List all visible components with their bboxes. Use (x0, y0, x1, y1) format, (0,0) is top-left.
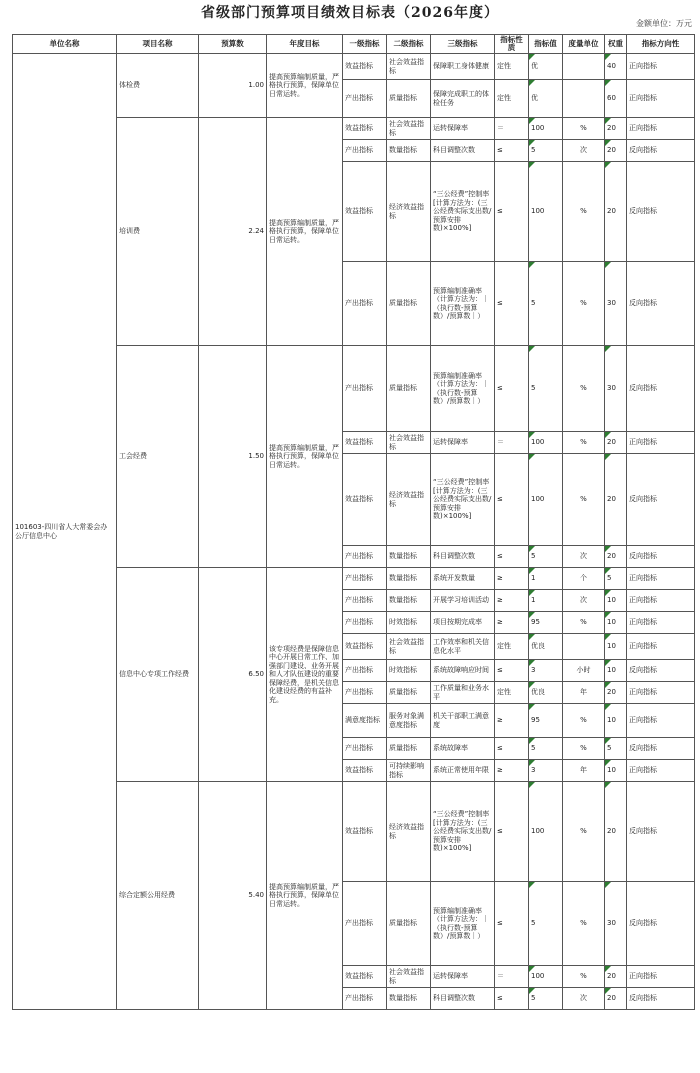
weight-cell: 20 (605, 432, 627, 454)
indicator-nature-cell: ≤ (495, 660, 529, 682)
indicator-direction-cell: 正向指标 (627, 432, 695, 454)
weight-cell: 20 (605, 454, 627, 546)
level2-indicator-cell: 质量指标 (387, 882, 431, 966)
weight-cell: 10 (605, 590, 627, 612)
measure-unit-cell: 次 (563, 546, 605, 568)
level2-indicator-cell: 数量指标 (387, 140, 431, 162)
indicator-nature-cell: ≤ (495, 738, 529, 760)
indicator-direction-cell: 正向指标 (627, 590, 695, 612)
indicator-nature-cell: ≥ (495, 704, 529, 738)
level3-indicator-cell: 系统故障响应时间 (431, 660, 495, 682)
indicator-nature-cell: 定性 (495, 80, 529, 118)
weight-cell: 5 (605, 738, 627, 760)
level1-indicator-cell: 效益指标 (343, 966, 387, 988)
level2-indicator-cell: 质量指标 (387, 682, 431, 704)
level2-indicator-cell: 社会效益指标 (387, 966, 431, 988)
weight-cell: 20 (605, 118, 627, 140)
indicator-nature-cell: ≤ (495, 346, 529, 432)
level3-indicator-cell: 保障完成职工的体检任务 (431, 80, 495, 118)
weight-cell: 10 (605, 704, 627, 738)
budget-cell: 5.40 (199, 782, 267, 1010)
table-header-row (13, 35, 695, 54)
indicator-nature-cell: ≥ (495, 612, 529, 634)
weight-cell: 10 (605, 612, 627, 634)
indicator-direction-cell: 反向指标 (627, 262, 695, 346)
column-header: 二级指标 (387, 35, 431, 54)
level2-indicator-cell: 时效指标 (387, 612, 431, 634)
indicator-nature-cell: 定性 (495, 634, 529, 660)
weight-cell: 10 (605, 634, 627, 660)
level2-indicator-cell: 社会效益指标 (387, 118, 431, 140)
level3-indicator-cell: 运转保障率 (431, 432, 495, 454)
indicator-direction-cell: 反向指标 (627, 162, 695, 262)
level1-indicator-cell: 效益指标 (343, 54, 387, 80)
level3-indicator-cell: 科目调整次数 (431, 988, 495, 1010)
indicator-value-cell: 100 (529, 966, 563, 988)
level3-indicator-cell: 科目调整次数 (431, 140, 495, 162)
level2-indicator-cell: 质量指标 (387, 262, 431, 346)
level3-indicator-cell: “三公经费”控制率[计算方法为：(三公经费实际支出数/预算安排数)×100%] (431, 162, 495, 262)
table-row (13, 54, 695, 80)
measure-unit-cell: % (563, 262, 605, 346)
indicator-nature-cell: ＝ (495, 966, 529, 988)
level3-indicator-cell: 系统正常使用年限 (431, 760, 495, 782)
weight-cell: 30 (605, 346, 627, 432)
budget-cell: 1.00 (199, 54, 267, 118)
level1-indicator-cell: 效益指标 (343, 760, 387, 782)
weight-cell: 20 (605, 988, 627, 1010)
indicator-nature-cell: ≥ (495, 568, 529, 590)
annual-goal-cell: 提高预算编制质量，严格执行预算，保障单位日常运转。 (267, 118, 343, 346)
column-header: 单位名称 (13, 35, 117, 54)
column-header: 权重 (605, 35, 627, 54)
level2-indicator-cell: 可持续影响指标 (387, 760, 431, 782)
indicator-value-cell: 100 (529, 782, 563, 882)
weight-cell: 20 (605, 966, 627, 988)
column-header: 指标性质 (495, 35, 529, 54)
level1-indicator-cell: 产出指标 (343, 682, 387, 704)
level2-indicator-cell: 数量指标 (387, 590, 431, 612)
indicator-nature-cell: 定性 (495, 682, 529, 704)
column-header: 度量单位 (563, 35, 605, 54)
level2-indicator-cell: 质量指标 (387, 738, 431, 760)
project-name-cell: 工会经费 (117, 346, 199, 568)
level1-indicator-cell: 产出指标 (343, 988, 387, 1010)
level1-indicator-cell: 效益指标 (343, 118, 387, 140)
indicator-value-cell: 1 (529, 590, 563, 612)
indicator-value-cell: 优良 (529, 634, 563, 660)
indicator-nature-cell: 定性 (495, 54, 529, 80)
indicator-direction-cell: 正向指标 (627, 118, 695, 140)
performance-target-table (12, 34, 695, 1010)
level3-indicator-cell: 机关干部职工满意度 (431, 704, 495, 738)
indicator-direction-cell: 正向指标 (627, 612, 695, 634)
weight-cell: 30 (605, 882, 627, 966)
unit-name-cell: 101603-四川省人大常委会办公厅信息中心 (13, 54, 117, 1010)
annual-goal-cell: 提高预算编制质量，严格执行预算，保障单位日常运转。 (267, 782, 343, 1010)
weight-cell: 20 (605, 546, 627, 568)
level2-indicator-cell: 经济效益指标 (387, 454, 431, 546)
level3-indicator-cell: 系统开发数量 (431, 568, 495, 590)
annual-goal-cell: 提高预算编制质量，严格执行预算，保障单位日常运转。 (267, 54, 343, 118)
measure-unit-cell: % (563, 612, 605, 634)
level3-indicator-cell: 预算编制准确率（计算方法为：｜（执行数-预算数）/预算数｜） (431, 882, 495, 966)
level2-indicator-cell: 经济效益指标 (387, 162, 431, 262)
indicator-value-cell: 5 (529, 346, 563, 432)
column-header: 指标值 (529, 35, 563, 54)
indicator-direction-cell: 正向指标 (627, 54, 695, 80)
indicator-nature-cell: ≤ (495, 988, 529, 1010)
weight-cell: 30 (605, 262, 627, 346)
annual-goal-cell: 提高预算编制质量，严格执行预算，保障单位日常运转。 (267, 346, 343, 568)
measure-unit-cell: % (563, 882, 605, 966)
column-header: 年度目标 (267, 35, 343, 54)
column-header: 项目名称 (117, 35, 199, 54)
indicator-value-cell: 95 (529, 704, 563, 738)
measure-unit-cell: 年 (563, 760, 605, 782)
indicator-direction-cell: 正向指标 (627, 568, 695, 590)
weight-cell: 20 (605, 162, 627, 262)
level1-indicator-cell: 产出指标 (343, 612, 387, 634)
measure-unit-cell: % (563, 738, 605, 760)
measure-unit-cell: 小时 (563, 660, 605, 682)
level1-indicator-cell: 产出指标 (343, 882, 387, 966)
level1-indicator-cell: 产出指标 (343, 262, 387, 346)
weight-cell: 10 (605, 760, 627, 782)
level1-indicator-cell: 产出指标 (343, 140, 387, 162)
measure-unit-cell: % (563, 704, 605, 738)
column-header: 三级指标 (431, 35, 495, 54)
level3-indicator-cell: “三公经费”控制率[计算方法为：(三公经费实际支出数/预算安排数)×100%] (431, 454, 495, 546)
level3-indicator-cell: 开展学习培训活动 (431, 590, 495, 612)
level1-indicator-cell: 效益指标 (343, 782, 387, 882)
indicator-value-cell: 5 (529, 882, 563, 966)
indicator-value-cell: 100 (529, 432, 563, 454)
measure-unit-cell: % (563, 454, 605, 546)
level2-indicator-cell: 数量指标 (387, 546, 431, 568)
indicator-nature-cell: ≥ (495, 760, 529, 782)
level2-indicator-cell: 数量指标 (387, 988, 431, 1010)
weight-cell: 20 (605, 782, 627, 882)
level3-indicator-cell: 科目调整次数 (431, 546, 495, 568)
indicator-nature-cell: ≤ (495, 546, 529, 568)
measure-unit-cell: 个 (563, 568, 605, 590)
level1-indicator-cell: 产出指标 (343, 568, 387, 590)
level2-indicator-cell: 社会效益指标 (387, 432, 431, 454)
measure-unit-cell: % (563, 118, 605, 140)
measure-unit-cell: % (563, 782, 605, 882)
project-name-cell: 综合定额公用经费 (117, 782, 199, 1010)
level2-indicator-cell: 服务对象满意度指标 (387, 704, 431, 738)
level2-indicator-cell: 社会效益指标 (387, 634, 431, 660)
measure-unit-cell: 年 (563, 682, 605, 704)
measure-unit-cell: 次 (563, 988, 605, 1010)
weight-cell: 20 (605, 682, 627, 704)
indicator-value-cell: 95 (529, 612, 563, 634)
level2-indicator-cell: 社会效益指标 (387, 54, 431, 80)
indicator-direction-cell: 正向指标 (627, 704, 695, 738)
indicator-value-cell: 3 (529, 660, 563, 682)
budget-cell: 1.50 (199, 346, 267, 568)
indicator-direction-cell: 反向指标 (627, 882, 695, 966)
measure-unit-cell (563, 80, 605, 118)
level3-indicator-cell: 保障职工身体健康 (431, 54, 495, 80)
level3-indicator-cell: 运转保障率 (431, 118, 495, 140)
indicator-nature-cell: ≥ (495, 590, 529, 612)
level1-indicator-cell: 效益指标 (343, 454, 387, 546)
level2-indicator-cell: 经济效益指标 (387, 782, 431, 882)
level1-indicator-cell: 效益指标 (343, 634, 387, 660)
indicator-nature-cell: ≤ (495, 262, 529, 346)
amount-unit-label: 金额单位：万元 (636, 19, 692, 28)
indicator-direction-cell: 正向指标 (627, 80, 695, 118)
indicator-nature-cell: ≤ (495, 140, 529, 162)
measure-unit-cell: % (563, 432, 605, 454)
indicator-value-cell: 5 (529, 546, 563, 568)
indicator-nature-cell: ≤ (495, 162, 529, 262)
indicator-direction-cell: 反向指标 (627, 782, 695, 882)
indicator-nature-cell: ≤ (495, 454, 529, 546)
indicator-value-cell: 5 (529, 988, 563, 1010)
level1-indicator-cell: 产出指标 (343, 346, 387, 432)
indicator-value-cell: 100 (529, 454, 563, 546)
indicator-value-cell: 5 (529, 738, 563, 760)
measure-unit-cell: 次 (563, 590, 605, 612)
indicator-value-cell: 优 (529, 54, 563, 80)
measure-unit-cell: 次 (563, 140, 605, 162)
level1-indicator-cell: 产出指标 (343, 590, 387, 612)
measure-unit-cell: % (563, 346, 605, 432)
indicator-value-cell: 1 (529, 568, 563, 590)
indicator-direction-cell: 正向指标 (627, 682, 695, 704)
indicator-direction-cell: 反向指标 (627, 346, 695, 432)
weight-cell: 10 (605, 660, 627, 682)
level1-indicator-cell: 产出指标 (343, 80, 387, 118)
project-name-cell: 体检费 (117, 54, 199, 118)
indicator-direction-cell: 反向指标 (627, 988, 695, 1010)
level3-indicator-cell: 系统故障率 (431, 738, 495, 760)
level1-indicator-cell: 满意度指标 (343, 704, 387, 738)
level3-indicator-cell: 预算编制准确率（计算方法为：｜（执行数-预算数）/预算数｜） (431, 262, 495, 346)
indicator-value-cell: 优 (529, 80, 563, 118)
indicator-direction-cell: 正向指标 (627, 966, 695, 988)
column-header: 一级指标 (343, 35, 387, 54)
indicator-direction-cell: 反向指标 (627, 454, 695, 546)
level2-indicator-cell: 质量指标 (387, 346, 431, 432)
indicator-direction-cell: 反向指标 (627, 546, 695, 568)
indicator-direction-cell: 正向指标 (627, 634, 695, 660)
budget-cell: 2.24 (199, 118, 267, 346)
indicator-direction-cell: 反向指标 (627, 140, 695, 162)
budget-cell: 6.50 (199, 568, 267, 782)
indicator-nature-cell: ＝ (495, 432, 529, 454)
level1-indicator-cell: 产出指标 (343, 546, 387, 568)
project-name-cell: 培训费 (117, 118, 199, 346)
level3-indicator-cell: 工作效率和机关信息化水平 (431, 634, 495, 660)
indicator-value-cell: 100 (529, 162, 563, 262)
level3-indicator-cell: 预算编制准确率（计算方法为：｜（执行数-预算数）/预算数｜） (431, 346, 495, 432)
page-title: 省级部门预算项目绩效目标表（2026年度） (201, 5, 499, 21)
measure-unit-cell (563, 54, 605, 80)
indicator-value-cell: 5 (529, 140, 563, 162)
level3-indicator-cell: 项目按期完成率 (431, 612, 495, 634)
measure-unit-cell: % (563, 162, 605, 262)
level1-indicator-cell: 效益指标 (343, 162, 387, 262)
level3-indicator-cell: 工作质量和业务水平 (431, 682, 495, 704)
indicator-nature-cell: ＝ (495, 118, 529, 140)
level3-indicator-cell: 运转保障率 (431, 966, 495, 988)
measure-unit-cell (563, 634, 605, 660)
indicator-nature-cell: ≤ (495, 882, 529, 966)
indicator-value-cell: 5 (529, 262, 563, 346)
weight-cell: 5 (605, 568, 627, 590)
weight-cell: 20 (605, 140, 627, 162)
project-name-cell: 信息中心专项工作经费 (117, 568, 199, 782)
level2-indicator-cell: 数量指标 (387, 568, 431, 590)
level1-indicator-cell: 效益指标 (343, 432, 387, 454)
annual-goal-cell: 该专项经费是保障信息中心开展日常工作、加强部门建设、业务开展和人才队伍建设的重要保障经费，是机关信息化建设经费的有益补充。 (267, 568, 343, 782)
indicator-nature-cell: ≤ (495, 782, 529, 882)
level2-indicator-cell: 时效指标 (387, 660, 431, 682)
column-header: 指标方向性 (627, 35, 695, 54)
indicator-direction-cell: 反向指标 (627, 738, 695, 760)
weight-cell: 60 (605, 80, 627, 118)
indicator-value-cell: 3 (529, 760, 563, 782)
level3-indicator-cell: “三公经费”控制率[计算方法为：(三公经费实际支出数/预算安排数)×100%] (431, 782, 495, 882)
level2-indicator-cell: 质量指标 (387, 80, 431, 118)
level1-indicator-cell: 产出指标 (343, 660, 387, 682)
indicator-direction-cell: 正向指标 (627, 760, 695, 782)
column-header: 预算数 (199, 35, 267, 54)
weight-cell: 40 (605, 54, 627, 80)
indicator-value-cell: 优良 (529, 682, 563, 704)
indicator-value-cell: 100 (529, 118, 563, 140)
level1-indicator-cell: 产出指标 (343, 738, 387, 760)
measure-unit-cell: % (563, 966, 605, 988)
indicator-direction-cell: 反向指标 (627, 660, 695, 682)
